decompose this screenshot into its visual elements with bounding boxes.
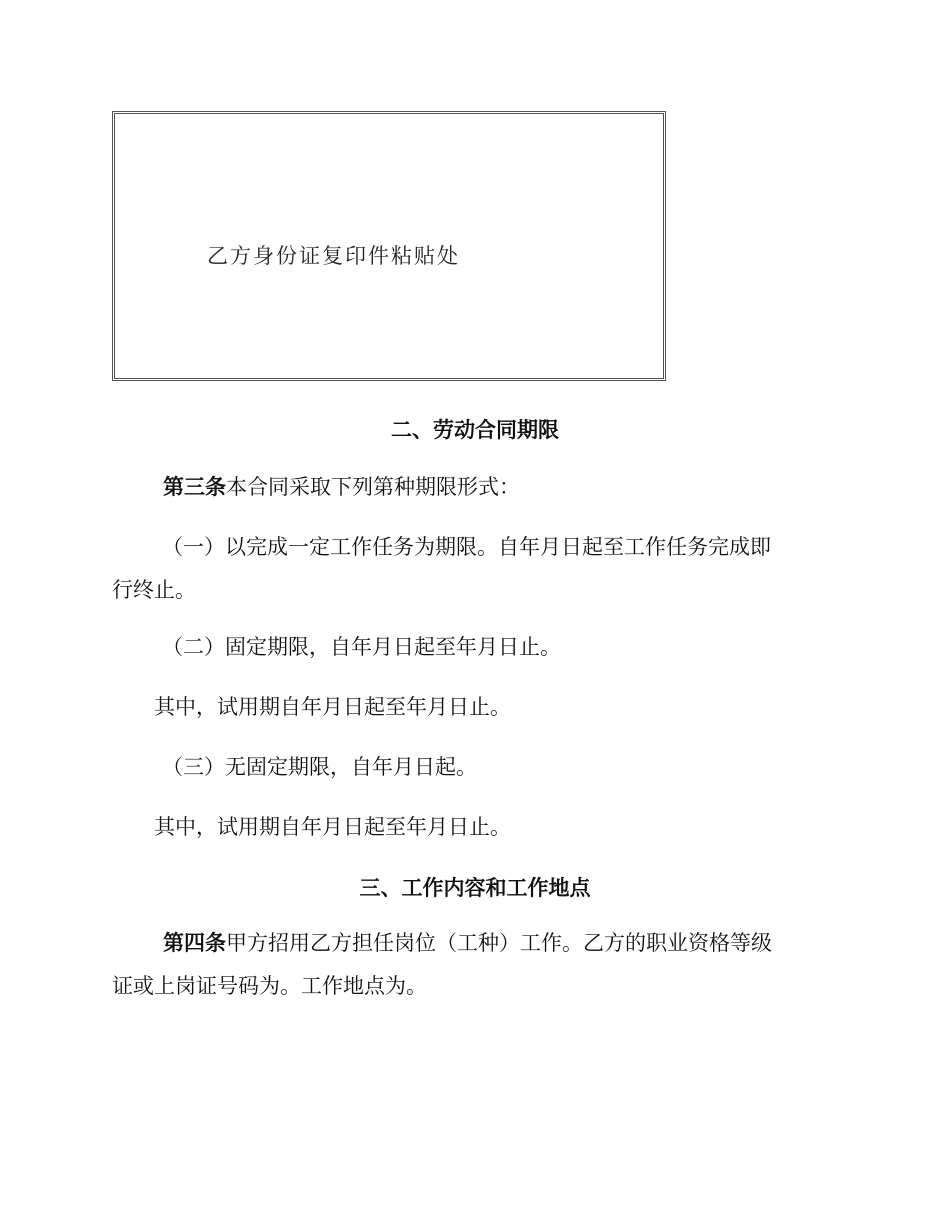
article-4-text-1: 甲方招用乙方担任岗位（工种）工作。乙方的职业资格等级	[226, 931, 772, 955]
article-3-text: 本合同采取下列第种期限形式：	[226, 475, 520, 499]
section-heading-work-content: 三、工作内容和工作地点	[359, 876, 591, 900]
probation-paragraph-1: 其中，试用期自年月日起至年月日止。	[154, 695, 511, 719]
id-card-paste-box	[112, 111, 666, 381]
section-heading-contract-term: 二、劳动合同期限	[391, 418, 559, 442]
article-4-line-2: 证或上岗证号码为。工作地点为。	[112, 974, 427, 998]
option-1-paragraph	[112, 526, 771, 612]
article-4-line-1	[112, 922, 772, 965]
article-3-paragraph	[163, 466, 520, 509]
option-1-line-2: 行终止。	[112, 578, 196, 602]
id-card-paste-label: 乙方身份证复印件粘贴处	[207, 244, 460, 268]
option-3-paragraph: （三）无固定期限，自年月日起。	[162, 755, 477, 779]
option-1-line-1: （一）以完成一定工作任务为期限。自年月日起至工作任务完成即	[162, 535, 771, 559]
option-2-paragraph: （二）固定期限，自年月日起至年月日止。	[162, 635, 561, 659]
probation-paragraph-2: 其中，试用期自年月日起至年月日止。	[154, 815, 511, 839]
article-4-paragraph	[112, 922, 772, 1008]
article-3-label: 第三条	[163, 475, 226, 499]
article-4-label: 第四条	[163, 931, 226, 955]
